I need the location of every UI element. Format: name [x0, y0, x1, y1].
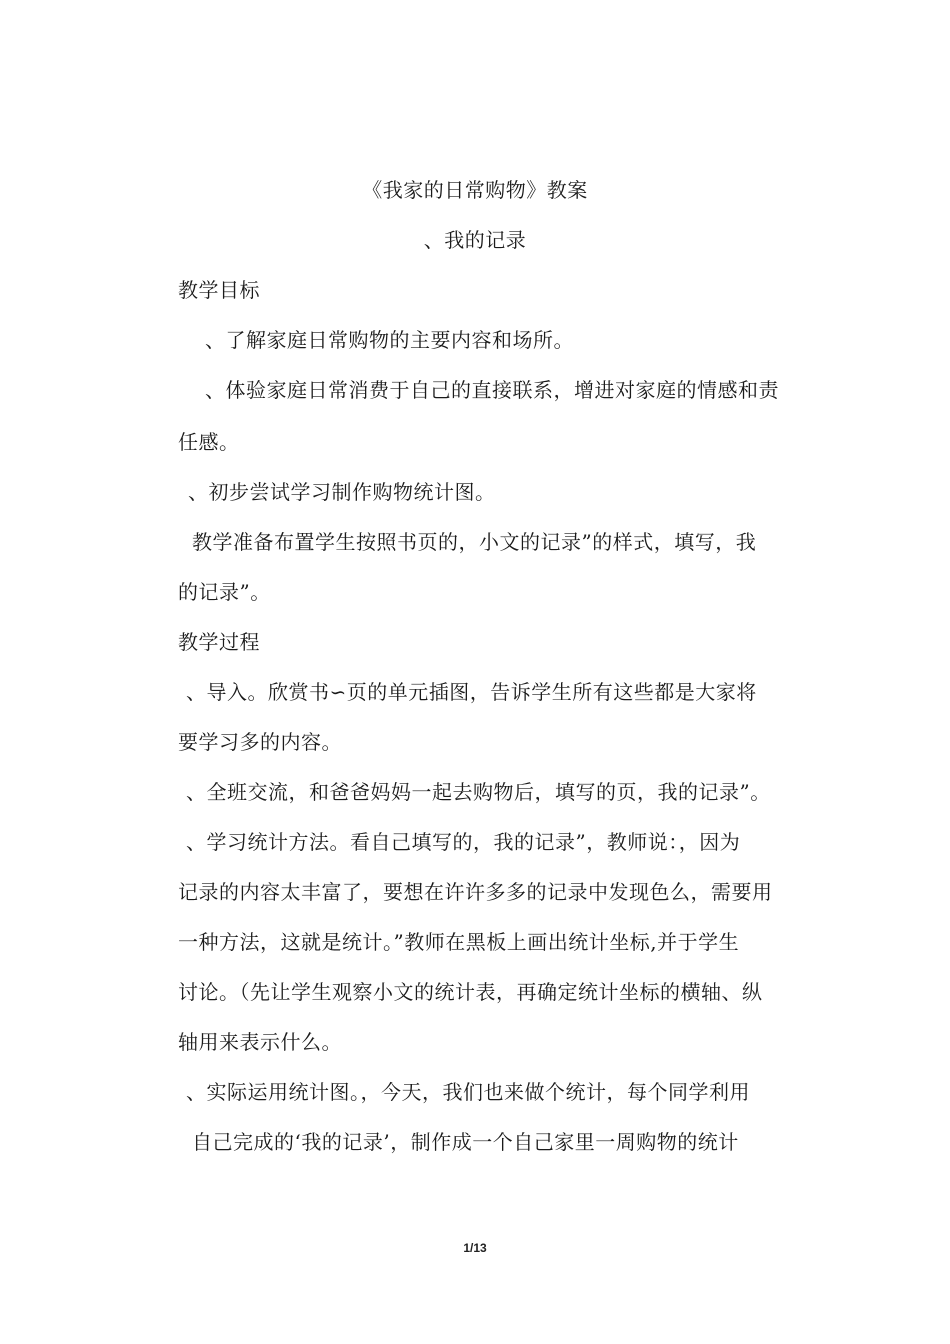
teaching-preparation-continued: 的记录”。 [178, 580, 271, 604]
objective-2: 、体验家庭日常消费于自己的直接联系，增进对家庭的情感和责 [205, 378, 779, 402]
process-step-2: 、全班交流，和爸爸妈妈一起去购物后，填写的页，我的记录”。 [186, 780, 771, 804]
process-step-3-line-4: 讨论。（先让学生观察小文的统计表，再确定统计坐标的横轴、纵 [178, 980, 763, 1004]
process-step-1: 、导入。欣赏书∽页的单元插图，告诉学生所有这些都是大家将 [186, 680, 757, 704]
process-step-4-continued: 自己完成的‘我的记录’，制作成一个自己家里一周购物的统计 [192, 1130, 739, 1154]
objective-3: 、初步尝试学习制作购物统计图。 [188, 480, 496, 504]
heading-teaching-process: 教学过程 [178, 630, 260, 654]
heading-teaching-objectives: 教学目标 [178, 278, 260, 302]
process-step-3-line-5: 轴用来表示什么。 [178, 1030, 342, 1054]
section-heading: 、我的记录 [423, 228, 527, 252]
process-step-1-continued: 要学习多的内容。 [178, 730, 342, 754]
process-step-4: 、实际运用统计图。，今天，我们也来做个统计，每个同学利用 [186, 1080, 750, 1104]
objective-2-continued: 任感。 [178, 430, 240, 454]
process-step-3-line-3: 一种方法，这就是统计。”教师在黑板上画出统计坐标,并于学生 [178, 930, 740, 954]
process-step-3: 、学习统计方法。看自己填写的，我的记录”，教师说：，因为 [186, 830, 741, 854]
document-title: 《我家的日常购物》教案 [362, 178, 588, 202]
objective-1: 、了解家庭日常购物的主要内容和场所。 [205, 328, 574, 352]
teaching-preparation: 教学准备布置学生按照书页的，小文的记录”的样式，填写，我 [192, 530, 757, 554]
page-number: 1/13 [463, 1241, 487, 1255]
process-step-3-line-2: 记录的内容太丰富了，要想在许许多多的记录中发现色么，需要用 [178, 880, 773, 904]
